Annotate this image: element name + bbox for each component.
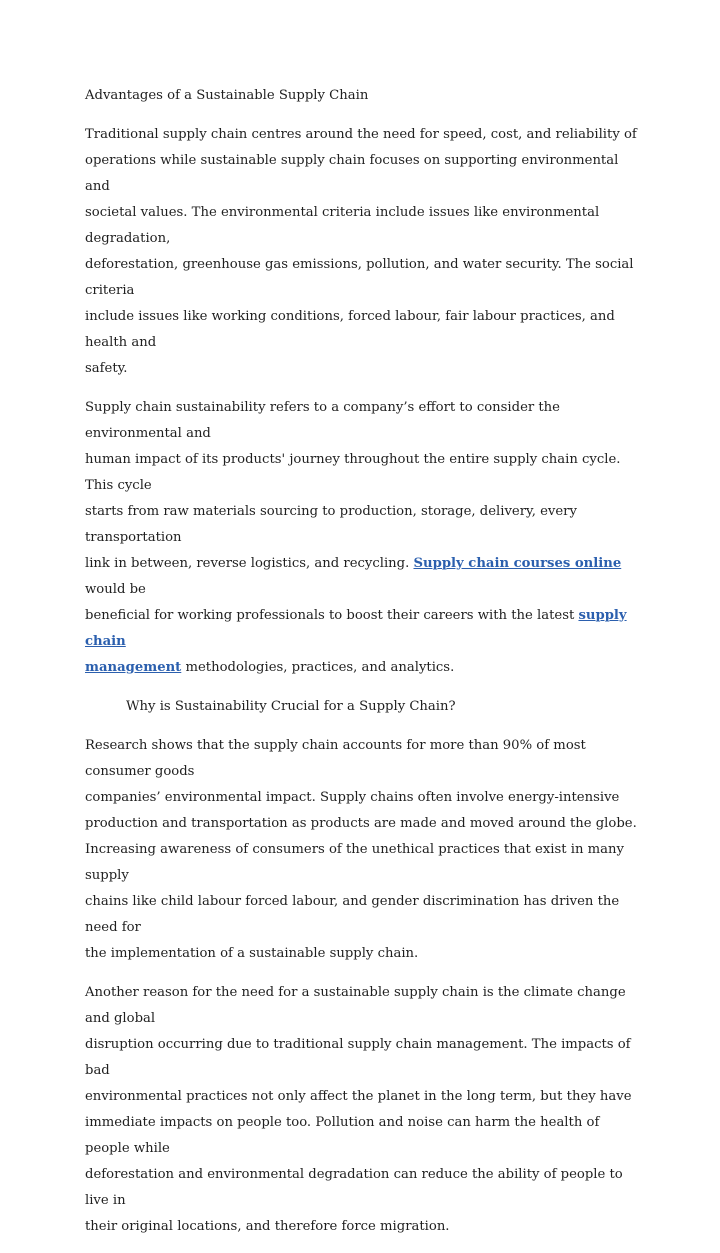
paragraph-line: safety. <box>85 361 128 376</box>
text-span: beneficial for working professionals to boost their careers with the latest <box>85 608 579 623</box>
title-text: Advantages of a Sustainable Supply Chain <box>85 88 369 103</box>
paragraph-line: chains like child labour forced labour, and gender discrimination has driven the need for <box>85 894 620 935</box>
document-page <box>85 83 637 1253</box>
supply-chain-management-link[interactable]: supply chain <box>85 608 627 649</box>
paragraph-line: the implementation of a sustainable supply chain. <box>85 946 419 961</box>
paragraph-line: production and transportation as products are made and moved around the globe. <box>85 816 637 831</box>
paragraph-1 <box>85 122 637 382</box>
paragraph-4 <box>85 980 637 1240</box>
paragraph-line: societal values. The environmental criteria include issues like environmental degradation, <box>85 205 600 246</box>
supply-chain-management-link-cont[interactable]: management <box>85 660 182 675</box>
paragraph-line: deforestation, greenhouse gas emissions, pollution, and water security. The social criteria <box>85 257 634 298</box>
paragraph-line: Another reason for the need for a sustainable supply chain is the climate change and global <box>85 985 626 1026</box>
paragraph-line: their original locations, and therefore force migration. <box>85 1219 450 1234</box>
paragraph-line: deforestation and environmental degradation can reduce the ability of people to live in <box>85 1167 623 1208</box>
paragraph-line: Supply chain sustainability refers to a company’s effort to consider the environmental and <box>85 400 560 441</box>
paragraph-line: companies’ environmental impact. Supply chains often involve energy-intensive <box>85 790 620 805</box>
paragraph-line: human impact of its products' journey throughout the entire supply chain cycle. This cycle <box>85 452 621 493</box>
subheading-text: Why is Sustainability Crucial for a Supply Chain? <box>126 699 456 714</box>
paragraph-line: disruption occurring due to traditional supply chain management. The impacts of bad <box>85 1037 631 1078</box>
paragraph-line: Increasing awareness of consumers of the unethical practices that exist in many supply <box>85 842 624 883</box>
paragraph-line: immediate impacts on people too. Pollution and noise can harm the health of people while <box>85 1115 600 1156</box>
paragraph-line <box>85 603 637 655</box>
paragraph-line: environmental practices not only affect the planet in the long term, but they have <box>85 1089 632 1104</box>
text-span: would be <box>85 582 146 597</box>
paragraph-line: starts from raw materials sourcing to production, storage, delivery, every transportation <box>85 504 577 545</box>
section-subheading <box>85 694 637 720</box>
paragraph-line: Traditional supply chain centres around the need for speed, cost, and reliability of <box>85 127 637 142</box>
paragraph-3 <box>85 733 637 967</box>
paragraph-line: operations while sustainable supply chain focuses on supporting environmental and <box>85 153 619 194</box>
paragraph-2 <box>85 395 637 681</box>
text-span: link in between, reverse logistics, and recycling. <box>85 556 414 571</box>
supply-chain-courses-link[interactable]: Supply chain courses online <box>413 556 622 571</box>
paragraph-line: Research shows that the supply chain accounts for more than 90% of most consumer goods <box>85 738 586 779</box>
paragraph-line <box>85 655 637 681</box>
document-title <box>85 83 637 109</box>
paragraph-line: include issues like working conditions, forced labour, fair labour practices, and health and <box>85 309 615 350</box>
paragraph-line <box>85 551 637 603</box>
text-span: methodologies, practices, and analytics. <box>181 660 455 675</box>
